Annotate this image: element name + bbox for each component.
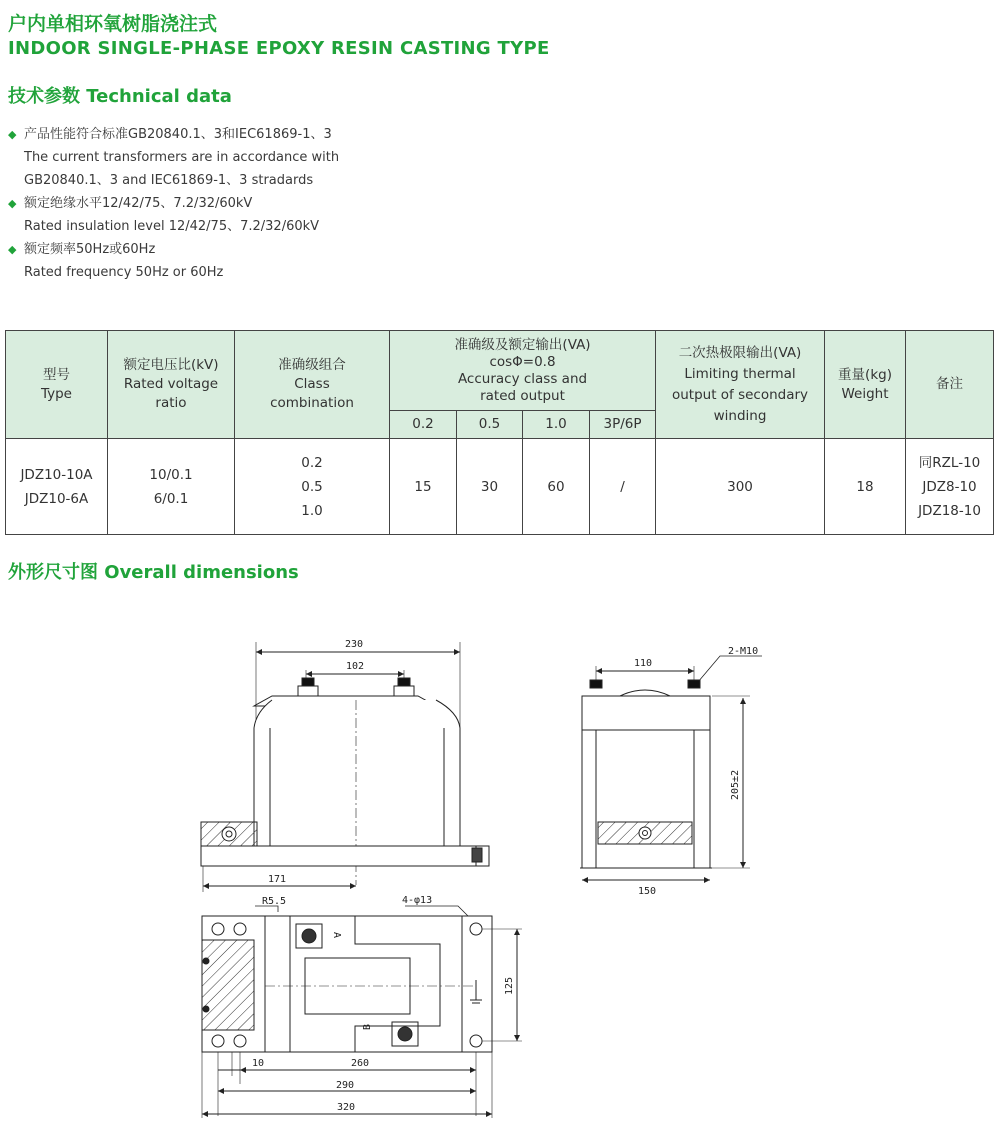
dim-150: 150 [638, 886, 657, 897]
header-weight: 重量(kg) Weight [825, 331, 906, 439]
spec-list [8, 123, 339, 284]
cell-acc-0.5: 30 [457, 439, 523, 535]
spec-item-en: Rated frequency 50Hz or 60Hz [24, 265, 224, 280]
spec-item-en: GB20840.1、3 and IEC61869-1、3 stradards [24, 173, 314, 188]
header-acc-0.5: 0.5 [457, 411, 523, 439]
header-ratio: 额定电压比(kV) Rated voltage ratio [108, 331, 235, 439]
header-class: 准确级组合 Class combination [235, 331, 390, 439]
dim-171: 171 [268, 874, 287, 885]
cell-acc-3p6p: / [590, 439, 656, 535]
technical-heading: 技术参数 Technical data [8, 86, 232, 107]
dimensions-heading: 外形尺寸图 Overall dimensions [8, 562, 299, 583]
spec-item: ◆ 额定频率50Hz或60Hz [8, 238, 339, 261]
dim-r5.5: R5.5 [262, 896, 287, 907]
mark-b: B [362, 1023, 373, 1030]
header-acc-1.0: 1.0 [523, 411, 590, 439]
top-view [202, 906, 522, 1118]
cell-acc-0.2: 15 [390, 439, 457, 535]
cell-ratio: 10/0.1 6/0.1 [108, 439, 235, 535]
dim-4-phi13: 4-φ13 [402, 895, 433, 906]
dimension-drawing [185, 628, 785, 1128]
header-type: 型号 Type [6, 331, 108, 439]
header-accuracy: 准确级及额定输出(VA) cosΦ=0.8 Accuracy class and rated output [390, 331, 656, 411]
diamond-bullet-icon: ◆ [8, 128, 17, 141]
cell-type: JDZ10-10A JDZ10-6A [6, 439, 108, 535]
table-row [6, 439, 994, 535]
dim-230: 230 [345, 639, 364, 650]
dim-2-m10: 2-M10 [728, 646, 759, 657]
dim-102: 102 [346, 661, 365, 672]
title-en: INDOOR SINGLE-PHASE EPOXY RESIN CASTING TYPE [8, 38, 550, 59]
dim-110: 110 [634, 658, 653, 669]
dim-125: 125 [504, 976, 515, 995]
side-view [580, 656, 762, 880]
cell-acc-1.0: 60 [523, 439, 590, 535]
header-acc-3p6p: 3P/6P [590, 411, 656, 439]
dim-10: 10 [252, 1058, 265, 1069]
header-acc-0.2: 0.2 [390, 411, 457, 439]
header-note: 备注 [906, 331, 994, 439]
spec-item-en: The current transformers are in accordance with [24, 150, 340, 165]
dim-290: 290 [336, 1080, 355, 1091]
cell-class: 0.2 0.5 1.0 [235, 439, 390, 535]
front-view [201, 642, 489, 892]
spec-item: ◆ 额定绝缘水平12/42/75、7.2/32/60kV [8, 192, 339, 215]
mark-a: A [331, 932, 342, 939]
spec-item: ◆ 产品性能符合标准GB20840.1、3和IEC61869-1、3 [8, 123, 339, 146]
header-thermal: 二次热极限输出(VA) Limiting thermal output of secondary winding [656, 331, 825, 439]
diamond-bullet-icon: ◆ [8, 197, 17, 210]
cell-thermal: 300 [656, 439, 825, 535]
spec-item-en: Rated insulation level 12/42/75、7.2/32/60kV [24, 219, 320, 234]
dim-205: 205±2 [730, 769, 741, 800]
dim-260: 260 [351, 1058, 370, 1069]
diamond-bullet-icon: ◆ [8, 243, 17, 256]
title-cn: 户内单相环氧树脂浇注式 [8, 13, 218, 35]
cell-note: 同RZL-10 JDZ8-10 JDZ18-10 [906, 439, 994, 535]
cell-weight: 18 [825, 439, 906, 535]
spec-table [5, 330, 994, 535]
dim-320: 320 [337, 1102, 356, 1113]
